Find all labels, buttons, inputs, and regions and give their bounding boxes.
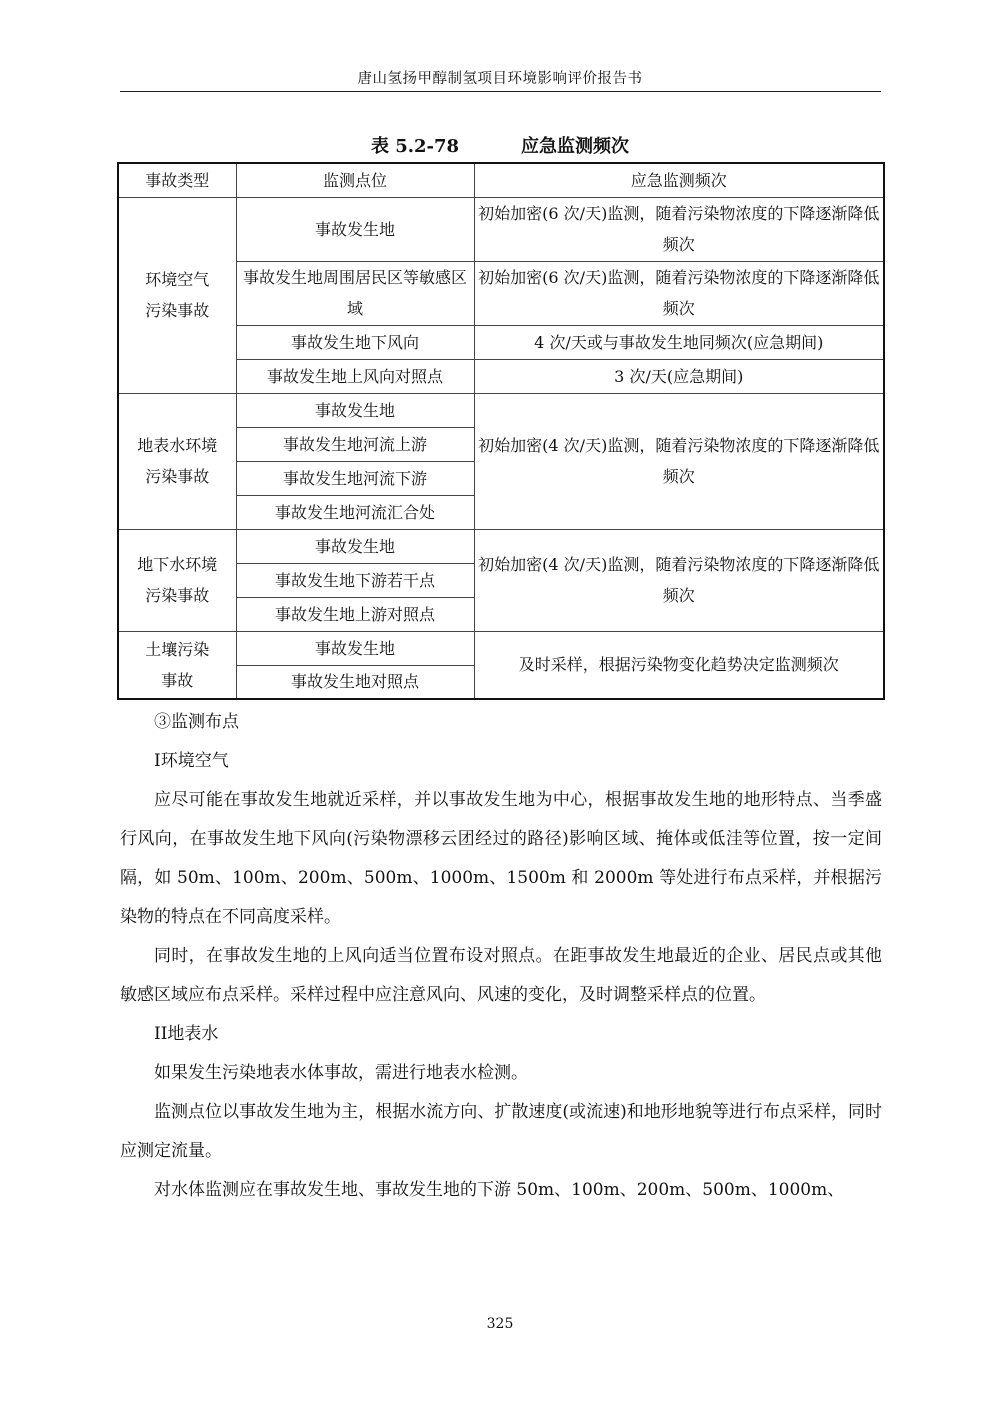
frequency-cell: 初始加密(4 次/天)监测，随着污染物浓度的下降逐渐降低频次 bbox=[474, 393, 884, 529]
header-rule bbox=[120, 91, 881, 92]
paragraph: 应尽可能在事故发生地就近采样，并以事故发生地为中心，根据事故发生地的地形特点、当季盛行风向，在事故发生地下风向(污染物漂移云团经过的路径)影响区域、掩体或低洼等位置，按一定间隔，如 50m、100m、200m、500m、1000m、1500m 和 2000m 等处进行布点采样，并根据污染物的特点在不同高度采样。 bbox=[120, 790, 882, 927]
point-cell: 事故发生地下风向 bbox=[236, 325, 474, 359]
frequency-cell: 初始加密(6 次/天)监测，随着污染物浓度的下降逐渐降低频次 bbox=[474, 261, 884, 325]
paragraph: 监测点位以事故发生地为主，根据水流方向、扩散速度(或流速)和地形地貌等进行布点采样，同时应测定流量。 bbox=[120, 1102, 882, 1161]
point-cell: 事故发生地周围居民区等敏感区域 bbox=[236, 261, 474, 325]
point-cell: 事故发生地 bbox=[236, 529, 474, 563]
table-row bbox=[118, 529, 884, 563]
subsection-heading-surface-water: II地表水 bbox=[154, 1024, 219, 1044]
point-cell: 事故发生地对照点 bbox=[236, 665, 474, 699]
point-cell: 事故发生地 bbox=[236, 631, 474, 665]
point-cell: 事故发生地上风向对照点 bbox=[236, 359, 474, 393]
table-caption bbox=[120, 132, 880, 158]
paragraph: 同时，在事故发生地的上风向适当位置布设对照点。在距事故发生地最近的企业、居民点或其他敏感区域应布点采样。采样过程中应注意风向、风速的变化，及时调整采样点的位置。 bbox=[120, 946, 882, 1005]
frequency-cell: 4 次/天或与事故发生地同频次(应急期间) bbox=[474, 325, 884, 359]
frequency-cell: 初始加密(6 次/天)监测，随着污染物浓度的下降逐渐降低频次 bbox=[474, 197, 884, 261]
accident-type-cell: 环境空气 污染事故 bbox=[118, 197, 236, 393]
point-cell: 事故发生地上游对照点 bbox=[236, 597, 474, 631]
point-cell: 事故发生地河流下游 bbox=[236, 461, 474, 495]
table-header-row bbox=[118, 163, 884, 197]
paragraph: 对水体监测应在事故发生地、事故发生地的下游 50m、100m、200m、500m、1000m、 bbox=[154, 1180, 845, 1200]
frequency-cell: 及时采样，根据污染物变化趋势决定监测频次 bbox=[474, 631, 884, 699]
section-heading: ③监测布点 bbox=[154, 712, 239, 732]
accident-type-cell: 地表水环境 污染事故 bbox=[118, 393, 236, 529]
page-number: 325 bbox=[486, 1316, 514, 1332]
table-row bbox=[118, 393, 884, 427]
point-cell: 事故发生地 bbox=[236, 393, 474, 427]
table-title: 应急监测频次 bbox=[521, 136, 630, 157]
table-row bbox=[118, 631, 884, 665]
running-header: 唐山氢扬甲醇制氢项目环境影响评价报告书 bbox=[357, 71, 643, 87]
accident-type-cell: 地下水环境 污染事故 bbox=[118, 529, 236, 631]
frequency-cell: 初始加密(4 次/天)监测，随着污染物浓度的下降逐渐降低频次 bbox=[474, 529, 884, 631]
paragraph: 如果发生污染地表水体事故，需进行地表水检测。 bbox=[154, 1063, 528, 1083]
point-cell: 事故发生地下游若干点 bbox=[236, 563, 474, 597]
accident-type-cell: 土壤污染 事故 bbox=[118, 631, 236, 699]
point-cell: 事故发生地河流上游 bbox=[236, 427, 474, 461]
table-row bbox=[118, 197, 884, 261]
monitoring-frequency-table bbox=[117, 162, 885, 700]
frequency-cell: 3 次/天(应急期间) bbox=[474, 359, 884, 393]
header-accident-type: 事故类型 bbox=[118, 163, 236, 197]
body-text bbox=[120, 703, 882, 1210]
header-frequency: 应急监测频次 bbox=[474, 163, 884, 197]
point-cell: 事故发生地河流汇合处 bbox=[236, 495, 474, 529]
table-number: 表 5.2-78 bbox=[370, 136, 460, 157]
header-monitoring-point: 监测点位 bbox=[236, 163, 474, 197]
subsection-heading-air: I环境空气 bbox=[154, 751, 229, 771]
point-cell: 事故发生地 bbox=[236, 197, 474, 261]
